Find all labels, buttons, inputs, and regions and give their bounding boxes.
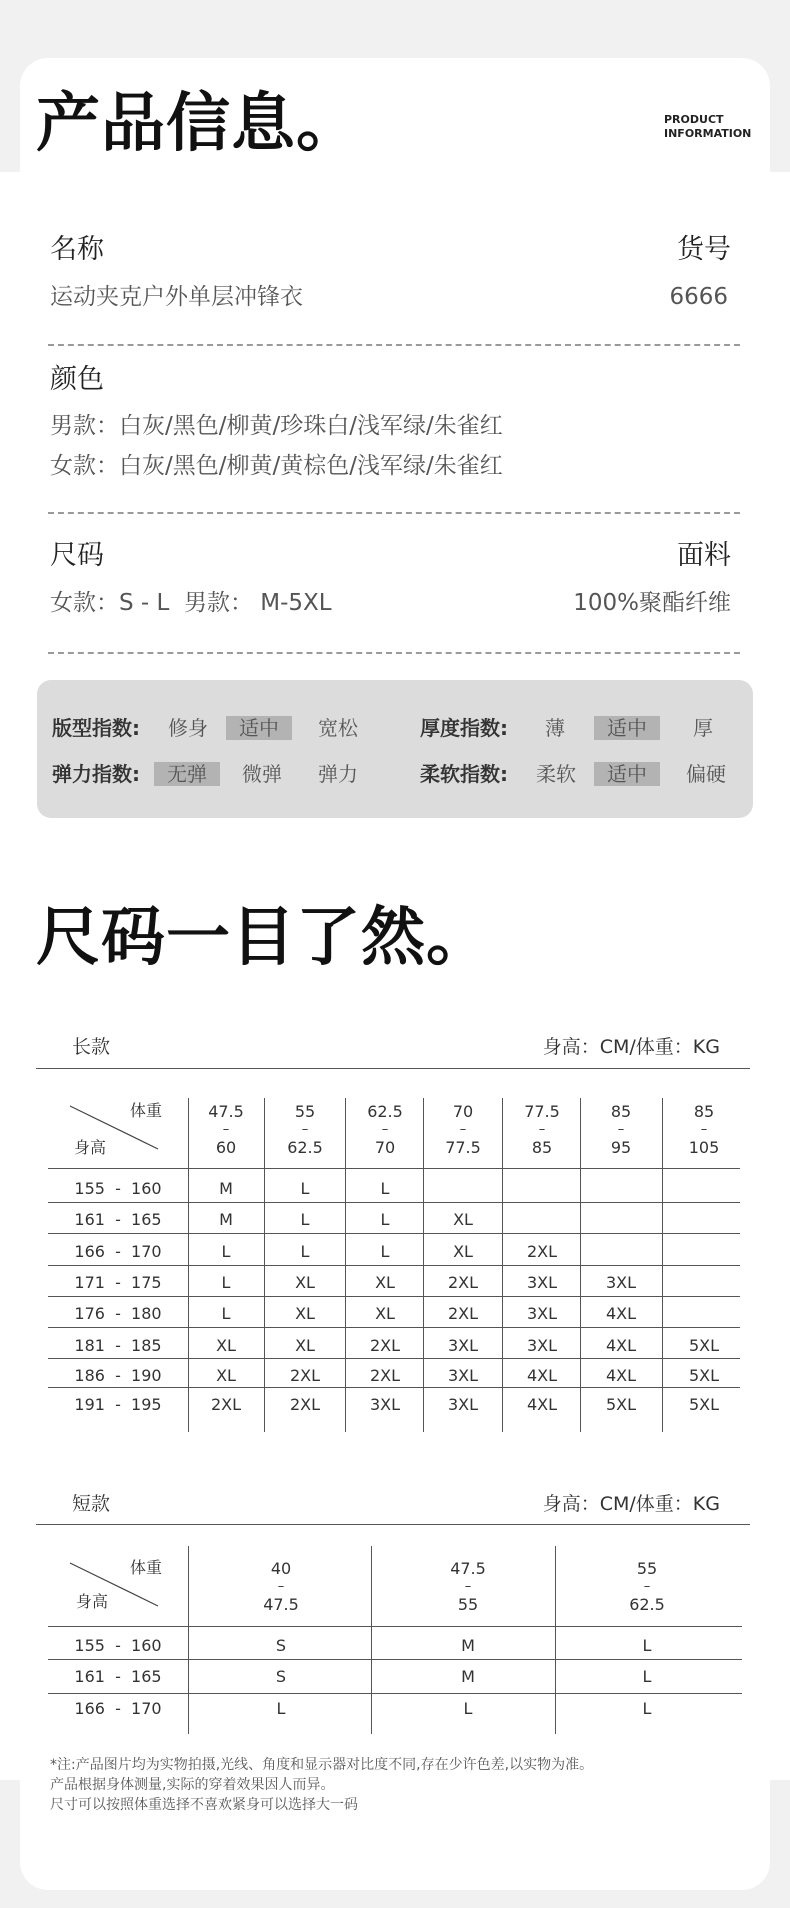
size-cell: 5XL [688, 1366, 720, 1385]
page-title: 产品信息。 [36, 87, 361, 161]
height-range: 161 - 165 [74, 1210, 162, 1229]
size-cell: S [275, 1636, 287, 1655]
size-cell: L [300, 1179, 310, 1198]
size-cell: L [221, 1304, 231, 1323]
divider [48, 344, 740, 346]
height-range: 161 - 165 [74, 1667, 162, 1686]
weight-range-bottom: 70 [374, 1138, 396, 1157]
short-table-top-rule [36, 1524, 750, 1525]
weight-range-top: 70 [452, 1102, 474, 1121]
short-table-title: 短款 [72, 1493, 111, 1515]
size-cell: 5XL [688, 1395, 720, 1414]
size-cell: L [642, 1699, 652, 1718]
column-rule [502, 1098, 503, 1432]
short-corner-height: 身高 [75, 1592, 108, 1611]
note-line-2: 产品根据身体测量,实际的穿着效果因人而异。 [50, 1777, 335, 1793]
size-cell: 5XL [605, 1395, 637, 1414]
size-cell: XL [295, 1273, 315, 1292]
row-rule [48, 1265, 740, 1266]
size-cell: 3XL [447, 1366, 479, 1385]
thickness-option-medium: 适中 [594, 716, 660, 740]
weight-range-sep: – [381, 1122, 389, 1137]
size-cell: L [642, 1636, 652, 1655]
softness-option-hard: 偏硬 [686, 762, 726, 786]
size-cell: 2XL [289, 1366, 321, 1385]
height-range: 186 - 190 [74, 1366, 162, 1385]
height-range: 176 - 180 [74, 1304, 162, 1323]
divider [48, 512, 740, 514]
color-women: 女款：白灰/黑色/柳黄/黄棕色/浅军绿/朱雀红 [50, 453, 503, 479]
size-cell: 3XL [526, 1304, 558, 1323]
size-cell: XL [295, 1304, 315, 1323]
column-rule [423, 1098, 424, 1432]
column-rule [188, 1546, 189, 1734]
size-cell: 3XL [447, 1395, 479, 1414]
long-table-title: 长款 [72, 1036, 111, 1058]
title-en-line2: INFORMATION [664, 127, 752, 140]
column-rule [555, 1546, 556, 1734]
note-line-1: *注:产品图片均为实物拍摄,光线、角度和显示器对比度不同,存在少许色差,以实物为准。 [50, 1757, 594, 1773]
size-cell: 2XL [369, 1366, 401, 1385]
size-cell: XL [375, 1273, 395, 1292]
size-cell: 3XL [369, 1395, 401, 1414]
size-cell: 2XL [447, 1304, 479, 1323]
size-cell: L [380, 1210, 390, 1229]
size-cell: XL [216, 1366, 236, 1385]
elasticity-option-none: 无弹 [154, 762, 220, 786]
weight-range-sep: – [277, 1579, 285, 1594]
size-cell: L [380, 1179, 390, 1198]
softness-option-soft: 柔软 [536, 762, 576, 786]
short-corner-weight: 体重 [129, 1558, 162, 1577]
index-panel [37, 680, 753, 818]
size-cell: XL [375, 1304, 395, 1323]
size-cell: M [461, 1667, 475, 1686]
row-rule [48, 1296, 740, 1297]
size-cell: 2XL [447, 1273, 479, 1292]
weight-range-sep: – [538, 1122, 546, 1137]
size-cell: L [300, 1210, 310, 1229]
row-rule [48, 1168, 740, 1169]
size-cell: M [461, 1636, 475, 1655]
size-cell: 2XL [210, 1395, 242, 1414]
height-range: 191 - 195 [74, 1395, 162, 1414]
size-cell: XL [295, 1336, 315, 1355]
size-cell: 4XL [526, 1366, 558, 1385]
size-cell: L [300, 1242, 310, 1261]
long-corner-weight: 体重 [129, 1101, 162, 1120]
name-value: 运动夹克户外单层冲锋衣 [50, 284, 303, 310]
size-cell: L [463, 1699, 473, 1718]
weight-range-bottom: 62.5 [629, 1595, 665, 1614]
size-cell: 2XL [526, 1242, 558, 1261]
sku-label: 货号 [677, 234, 731, 265]
height-range: 181 - 185 [74, 1336, 162, 1355]
weight-range-bottom: 55 [457, 1595, 479, 1614]
weight-range-top: 55 [636, 1559, 658, 1578]
weight-range-sep: – [617, 1122, 625, 1137]
size-cell: L [221, 1273, 231, 1292]
weight-range-bottom: 60 [215, 1138, 237, 1157]
column-rule [371, 1546, 372, 1734]
long-table-top-rule [36, 1068, 750, 1069]
weight-range-bottom: 77.5 [445, 1138, 481, 1157]
weight-range-bottom: 62.5 [287, 1138, 323, 1157]
size-section-title: 尺码一目了然。 [36, 901, 491, 975]
height-range: 171 - 175 [74, 1273, 162, 1292]
weight-range-top: 62.5 [367, 1102, 403, 1121]
weight-range-top: 77.5 [524, 1102, 560, 1121]
height-range: 166 - 170 [74, 1242, 162, 1261]
size-cell: 5XL [688, 1336, 720, 1355]
weight-range-top: 47.5 [208, 1102, 244, 1121]
size-cell: XL [453, 1210, 473, 1229]
row-rule [48, 1693, 742, 1694]
weight-range-bottom: 105 [688, 1138, 720, 1157]
size-cell: L [221, 1242, 231, 1261]
fit-option-regular: 适中 [226, 716, 292, 740]
size-cell: 4XL [605, 1304, 637, 1323]
size-value: 女款：S - L 男款： M-5XL [50, 590, 332, 616]
size-cell: 4XL [605, 1366, 637, 1385]
size-cell: 3XL [526, 1273, 558, 1292]
weight-range-sep: – [459, 1122, 467, 1137]
elasticity-option-stretch: 弹力 [318, 762, 358, 786]
divider [48, 652, 740, 654]
size-cell: M [219, 1210, 233, 1229]
weight-range-top: 47.5 [450, 1559, 486, 1578]
title-en-line1: PRODUCT [664, 113, 724, 126]
height-range: 166 - 170 [74, 1699, 162, 1718]
fabric-label: 面料 [677, 540, 731, 571]
size-cell: S [275, 1667, 287, 1686]
note-line-3: 尺寸可以按照体重选择不喜欢紧身可以选择大一码 [50, 1797, 358, 1813]
row-rule [48, 1202, 740, 1203]
size-cell: 4XL [526, 1395, 558, 1414]
size-cell: M [219, 1179, 233, 1198]
column-rule [188, 1098, 189, 1432]
size-cell: 3XL [526, 1336, 558, 1355]
thickness-option-thick: 厚 [693, 716, 713, 740]
weight-range-sep: – [301, 1122, 309, 1137]
size-cell: L [276, 1699, 286, 1718]
softness-option-medium: 适中 [594, 762, 660, 786]
weight-range-bottom: 47.5 [263, 1595, 299, 1614]
fabric-value: 100%聚酯纤维 [573, 590, 731, 616]
weight-range-top: 55 [294, 1102, 316, 1121]
weight-range-top: 85 [693, 1102, 715, 1121]
title-en [664, 113, 751, 141]
height-range: 155 - 160 [74, 1179, 162, 1198]
column-rule [345, 1098, 346, 1432]
size-cell: L [642, 1667, 652, 1686]
row-rule [48, 1327, 740, 1328]
row-rule [48, 1659, 742, 1660]
size-cell: 4XL [605, 1336, 637, 1355]
fit-option-slim: 修身 [168, 716, 208, 740]
color-label: 颜色 [50, 364, 104, 395]
sku-value: 6666 [669, 284, 728, 310]
weight-range-bottom: 85 [531, 1138, 553, 1157]
elasticity-option-slight: 微弹 [242, 762, 282, 786]
column-rule [580, 1098, 581, 1432]
elasticity-index-label: 弹力指数: [52, 762, 140, 786]
thickness-index-label: 厚度指数: [420, 716, 508, 740]
weight-range-sep: – [222, 1122, 230, 1137]
size-cell: XL [216, 1336, 236, 1355]
weight-range-sep: – [464, 1579, 472, 1594]
size-label: 尺码 [50, 540, 104, 571]
weight-range-top: 85 [610, 1102, 632, 1121]
size-cell: XL [453, 1242, 473, 1261]
size-cell: 3XL [605, 1273, 637, 1292]
column-rule [264, 1098, 265, 1432]
name-label: 名称 [50, 234, 104, 265]
color-men: 男款：白灰/黑色/柳黄/珍珠白/浅军绿/朱雀红 [50, 413, 503, 439]
thickness-option-thin: 薄 [545, 716, 565, 740]
long-table-unit: 身高：CM/体重：KG [542, 1036, 720, 1058]
size-cell: 3XL [447, 1336, 479, 1355]
weight-range-sep: – [700, 1122, 708, 1137]
size-cell: 2XL [289, 1395, 321, 1414]
fit-option-loose: 宽松 [318, 716, 358, 740]
fit-index-label: 版型指数: [52, 716, 140, 740]
row-rule [48, 1233, 740, 1234]
softness-index-label: 柔软指数: [420, 762, 508, 786]
column-rule [662, 1098, 663, 1432]
short-table-unit: 身高：CM/体重：KG [542, 1493, 720, 1515]
row-rule [48, 1387, 740, 1388]
size-cell: 2XL [369, 1336, 401, 1355]
height-range: 155 - 160 [74, 1636, 162, 1655]
weight-range-bottom: 95 [610, 1138, 632, 1157]
weight-range-sep: – [643, 1579, 651, 1594]
row-rule [48, 1358, 740, 1359]
long-corner-height: 身高 [73, 1138, 106, 1157]
row-rule [48, 1626, 742, 1627]
size-cell: L [380, 1242, 390, 1261]
weight-range-top: 40 [270, 1559, 292, 1578]
